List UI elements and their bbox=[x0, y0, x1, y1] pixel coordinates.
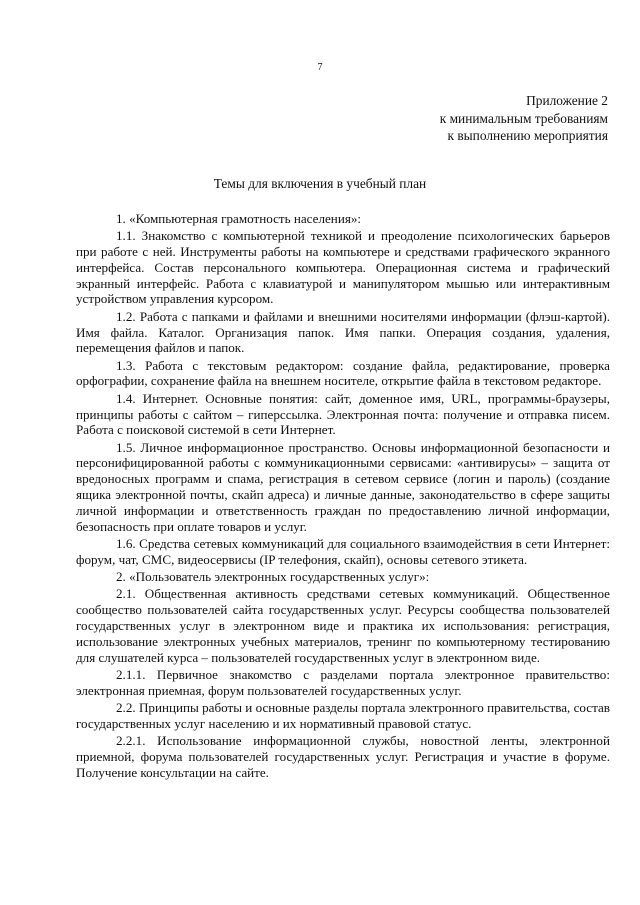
paragraph-2-2: 2.2. Принципы работы и основные разделы портала электронного правительства, состав государственных услуг населению и их нормативный правовой статус. bbox=[76, 699, 610, 731]
page-number: 7 bbox=[317, 62, 323, 73]
appendix-header bbox=[440, 92, 608, 145]
paragraph-2-1-1: 2.1.1. Первичное знакомство с разделами портала электронное правительство: электронная приемная, форум пользователей государственных услуг. bbox=[76, 666, 610, 698]
paragraph-2-1: 2.1. Общественная активность средствами сетевых коммуникаций. Общественное сообщество пользователей сайта государственных услуг. Ресурсы сообщества пользователей государственных услуг в электронном виде и практика их использования: регистрация, использование электронных учебных материалов, тренинг по компьютерному тестированию для слушателей курса – пользователей государственных услуг в электронном виде. bbox=[76, 586, 610, 665]
paragraph-1-3: 1.3. Работа с текстовым редактором: создание файла, редактирование, проверка орфографии, сохранение файла на внешнем носителе, открытие файла в текстовом редакторе. bbox=[76, 357, 610, 389]
appendix-line-1: Приложение 2 bbox=[526, 93, 608, 108]
section-heading-2: 2. «Пользователь электронных государственных услуг»: bbox=[116, 569, 430, 585]
section-heading-1: 1. «Компьютерная грамотность населения»: bbox=[116, 211, 362, 226]
paragraph-1-1: 1.1. Знакомство с компьютерной техникой и преодоление психологических барьеров при работе с ней. Инструменты работы на компьютере и средствами графического экранного интерфейса. Состав персонального компьютера. Операционная система и графический экранный интерфейс. Работа с клавиатурой и манипулятором мышью или интерактивным устройством управления курсором. bbox=[76, 228, 610, 307]
paragraph-2-2-1: 2.2.1. Использование информационной службы, новостной ленты, электронной приемной, форума пользователей государственных услуг. Регистрация и участие в форуме. Получение консультации на сайте. bbox=[76, 733, 610, 780]
paragraph-1-4: 1.4. Интернет. Основные понятия: сайт, доменное имя, URL, программы-браузеры, принципы работы с сайтом – гиперссылка. Электронная почта: получение и отправка писем. Работа с поисковой системой в сети Интернет. bbox=[76, 390, 610, 438]
paragraph-1-2: 1.2. Работа с папками и файлами и внешними носителями информации (флэш-картой). Имя файла. Каталог. Организация папок. Имя папки. Операция создания, удаления, перемещения файлов и папок. bbox=[76, 308, 610, 356]
paragraph-1-6: 1.6. Средства сетевых коммуникаций для социального взаимодействия в сети Интернет: форум, чат, СМС, видеосервисы (IP телефония, скайп), основы сетевого этикета. bbox=[76, 535, 610, 567]
paragraph-1-5: 1.5. Личное информационное пространство. Основы информационной безопасности и персонифицированной работы с коммуникационными сервисами: «антивирусы» – защита от вредоносных программ и спама, регистрация в сетевом сервисе (логин и пароль) (создание ящика электронной почты, скайп адреса) и личные данные, законодательство в сфере защиты личной информации и ответственность граждан по предоставлению личной информации, безопасность при оплате товаров и услуг. bbox=[76, 439, 610, 534]
appendix-line-3: к выполнению мероприятия bbox=[447, 128, 608, 143]
appendix-line-2: к минимальным требованиям bbox=[439, 110, 608, 126]
document-title: Темы для включения в учебный план bbox=[213, 176, 427, 191]
document-body bbox=[76, 211, 610, 782]
